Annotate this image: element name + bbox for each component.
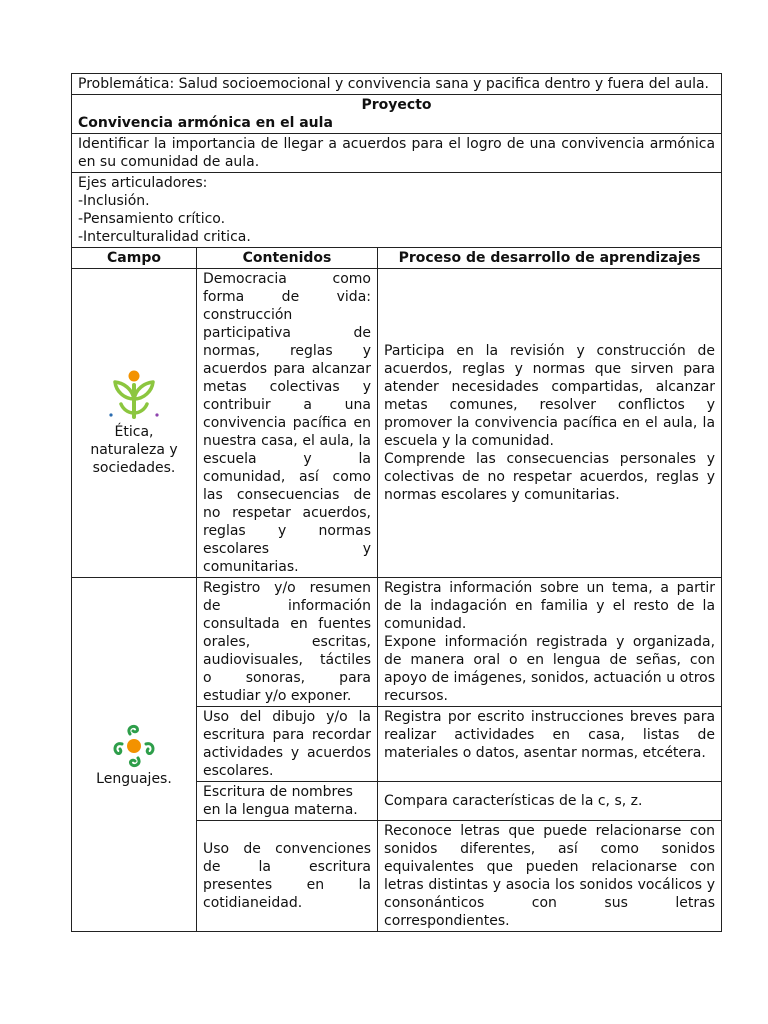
eje-item: -Interculturalidad critica. xyxy=(78,229,251,245)
contenido-lenguajes-1: Registro y/o resumen de información consultada en fuentes orales, escritas, audiovisuales, táctiles o sonoras, para estudiar y/o exponer. xyxy=(197,578,378,707)
header-proceso: Proceso de desarrollo de aprendizajes xyxy=(378,248,722,269)
header-campo: Campo xyxy=(72,248,197,269)
objetivo-row xyxy=(72,134,722,173)
problematica-row xyxy=(72,74,722,95)
contenido-etica: Democracia como forma de vida: construcción participativa de normas, reglas y acuerdos para alcanzar metas colectivas y contribuir a una convivencia pacífica en nuestra casa, el aula, la escuela y la comunidad, así como las consecuencias de no respetar acuerdos, reglas y normas escolares y comunitarias. xyxy=(197,269,378,578)
header-row xyxy=(72,248,722,269)
campo-lenguajes xyxy=(72,578,197,932)
problematica: Problemática: Salud socioemocional y convivencia sana y pacifica dentro y fuera del aula. xyxy=(72,74,722,95)
proceso-etica xyxy=(378,269,722,578)
eje-item: -Pensamiento crítico. xyxy=(78,211,226,227)
proceso-lenguajes-1-p1: Registra información sobre un tema, a partir de la indagación en familia y el resto de la comunidad. xyxy=(384,580,716,632)
header-contenidos: Contenidos xyxy=(197,248,378,269)
proceso-lenguajes-3: Compara características de la c, s, z. xyxy=(378,782,722,821)
lenguajes-row-1 xyxy=(72,578,722,707)
proyecto-row xyxy=(72,95,722,134)
proceso-lenguajes-4: Reconoce letras que puede relacionarse con sonidos diferentes, así como sonidos equivalentes que pueden relacionarse con letras distintas y asocia los sonidos vocálicos y consonánticos con sus letras correspondientes. xyxy=(378,821,722,932)
planning-table xyxy=(71,73,722,932)
proyecto-label: Proyecto xyxy=(361,97,432,113)
ejes-title: Ejes articuladores: xyxy=(78,175,208,191)
proyecto-nombre: Convivencia armónica en el aula xyxy=(78,115,333,131)
campo-etica-label: Ética, naturaleza y sociedades. xyxy=(90,424,178,476)
ejes-row xyxy=(72,173,722,248)
contenido-lenguajes-2: Uso del dibujo y/o la escritura para recordar actividades y acuerdos escolares. xyxy=(197,707,378,782)
lenguajes-logo-icon xyxy=(108,722,160,768)
proceso-lenguajes-1-p2: Expone información registrada y organizada, de manera oral o en lengua de señas, con apoyo de imágenes, sonidos, actuación u otros recursos. xyxy=(384,634,716,704)
etica-row xyxy=(72,269,722,578)
etica-logo-icon xyxy=(108,369,160,421)
proceso-lenguajes-1 xyxy=(378,578,722,707)
contenido-lenguajes-4: Uso de convenciones de la escritura presentes en la cotidianeidad. xyxy=(197,821,378,932)
contenido-lenguajes-3: Escritura de nombres en la lengua materna. xyxy=(197,782,378,821)
proceso-lenguajes-2: Registra por escrito instrucciones breves para realizar actividades en casa, listas de materiales o datos, asentar normas, etcétera. xyxy=(378,707,722,782)
proceso-etica-p2: Comprende las consecuencias personales y colectivas de no respetar acuerdos, reglas y normas escolares y comunitarias. xyxy=(384,451,716,503)
proceso-etica-p1: Participa en la revisión y construcción de acuerdos, reglas y normas que sirven para atender necesidades compartidas, alcanzar metas comunes, resolver conflictos y promover la convivencia pacífica en el aula, la escuela y la comunidad. xyxy=(384,343,716,449)
eje-item: -Inclusión. xyxy=(78,193,150,209)
objetivo: Identificar la importancia de llegar a acuerdos para el logro de una convivencia armónica en su comunidad de aula. xyxy=(72,134,722,173)
campo-etica xyxy=(72,269,197,578)
campo-lenguajes-label: Lenguajes. xyxy=(96,770,172,787)
